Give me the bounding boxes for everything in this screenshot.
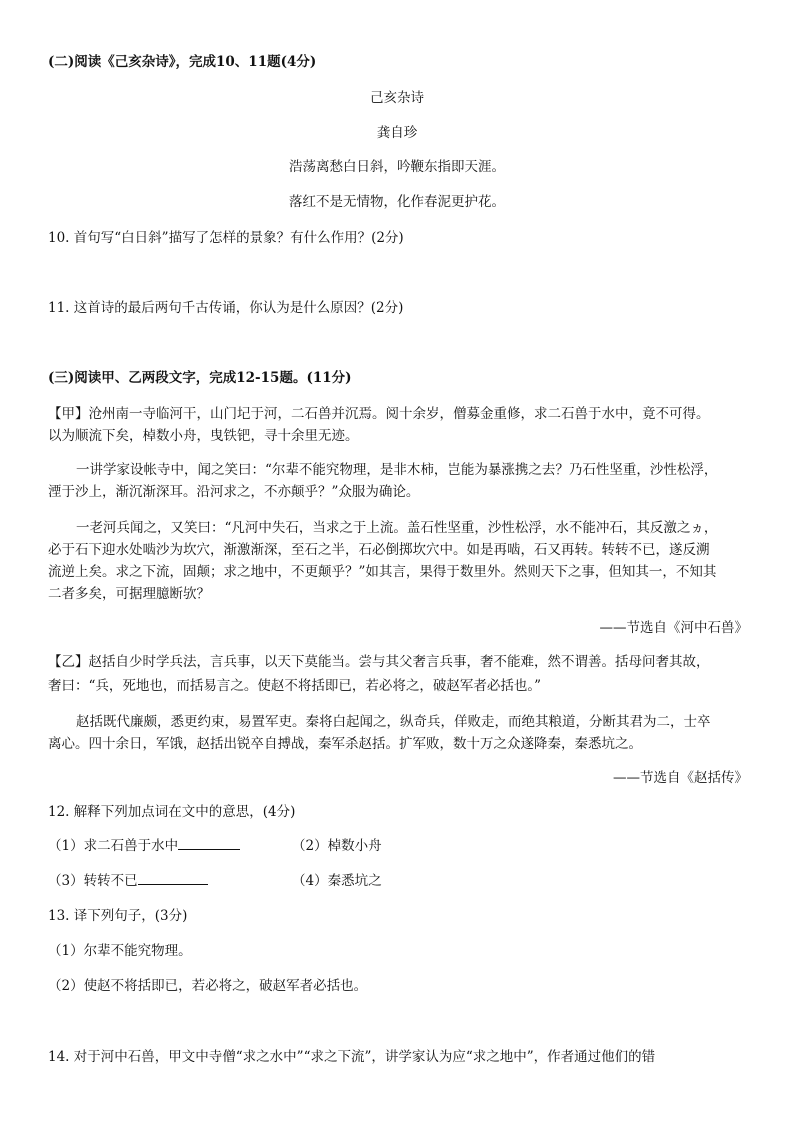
question-11: 11. 这首诗的最后两句千古传诵，你认为是什么原因？(2分) bbox=[48, 300, 404, 316]
poem-line-1: 浩荡离愁白日斜，吟鞭东指即天涯。 bbox=[289, 159, 505, 175]
passage-yi-line: 【乙】赵括自少时学兵法，言兵事，以天下莫能当。尝与其父奢言兵事，奢不能难，然不谓善。括母问奢其故， bbox=[48, 654, 710, 670]
answer-blank[interactable] bbox=[138, 872, 208, 885]
section2-heading: (二)阅读《己亥杂诗》，完成10、11题(4分) bbox=[48, 54, 317, 70]
question-12-item-3 bbox=[48, 869, 208, 889]
passage-yi-line: 离心。四十余日，军饿，赵括出锐卒自搏战，秦军杀赵括。扩军败，数十万之众遂降秦，秦悉坑之。 bbox=[48, 736, 642, 752]
question-12-item-1 bbox=[48, 834, 240, 854]
passage-jia-line: 【甲】沧州南一寺临河干，山门圮于河，二石兽并沉焉。阅十余岁，僧募金重修，求二石兽于水中，竟不可得。 bbox=[48, 406, 710, 422]
passage-jia-line: 一老河兵闻之，又笑曰：“凡河中失石，当求之于上流。盖石性坚重，沙性松浮，水不能冲石，其反激之ヵ， bbox=[76, 520, 718, 536]
answer-blank[interactable] bbox=[178, 837, 240, 850]
question-12-item-text: （1）求二石兽于水中 bbox=[48, 838, 179, 854]
question-12-item-text: （3）转转不已 bbox=[48, 873, 138, 889]
passage-yi-line: 奢曰：“兵，死地也，而括易言之。使赵不将括即已，若必将之，破赵军者必括也。” bbox=[48, 678, 542, 694]
question-13-item-2: （2）使赵不将括即已，若必将之，破赵军者必括也。 bbox=[48, 978, 368, 994]
passage-jia-line: 湮于沙上，渐沉渐深耳。沿河求之，不亦颠乎？”众服为确论。 bbox=[48, 484, 420, 500]
question-13-item-1: （1）尔辈不能究物理。 bbox=[48, 943, 192, 959]
poem-line-2: 落红不是无情物，化作春泥更护花。 bbox=[289, 194, 505, 210]
question-13: 13. 译下列句子，(3分) bbox=[48, 908, 188, 924]
passage-jia-line: 必于石下迎水处啮沙为坎穴，渐激渐深，至石之半，石必倒掷坎穴中。如是再啮，石又再转。转转不已，遂反溯 bbox=[48, 542, 710, 558]
poem-author: 龚自珍 bbox=[376, 125, 418, 141]
passage-yi-source: ——节选自《赵括传》 bbox=[613, 770, 748, 786]
question-12-item-2: （2）棹数小舟 bbox=[292, 838, 382, 854]
passage-jia-line: 一讲学家设帐寺中，闻之笑曰：“尔辈不能究物理，是非木柿，岂能为暴涨携之去？乃石性坚重，沙性松浮， bbox=[76, 462, 718, 478]
section3-heading: (三)阅读甲、乙两段文字，完成12-15题。(11分) bbox=[48, 370, 352, 386]
question-10: 10. 首句写“白日斜”描写了怎样的景象？有什么作用？(2分) bbox=[48, 230, 404, 246]
passage-jia-source: ——节选自《河中石兽》 bbox=[599, 620, 748, 636]
passage-jia-line: 流逆上矣。求之下流，固颠；求之地中，不更颠乎？”如其言，果得于数里外。然则天下之事，但知其一，不知其 bbox=[48, 564, 717, 580]
poem-title: 己亥杂诗 bbox=[370, 90, 424, 106]
question-12-item-4: （4）秦悉坑之 bbox=[292, 873, 382, 889]
question-12: 12. 解释下列加点词在文中的意思，(4分) bbox=[48, 804, 296, 820]
passage-jia-line: 以为顺流下矣，棹数小舟，曳铁钯，寻十余里无迹。 bbox=[48, 428, 359, 444]
passage-jia-line: 二者多矣，可据理臆断欤？ bbox=[48, 586, 210, 602]
question-14: 14. 对于河中石兽，甲文中寺僧“求之水中”“求之下流”，讲学家认为应“求之地中”，作者通过他们的错 bbox=[48, 1049, 656, 1065]
passage-yi-line: 赵括既代廉颇，悉更约束，易置军吏。秦将白起闻之，纵奇兵，佯败走，而绝其粮道，分断其君为二，士卒 bbox=[76, 714, 711, 730]
